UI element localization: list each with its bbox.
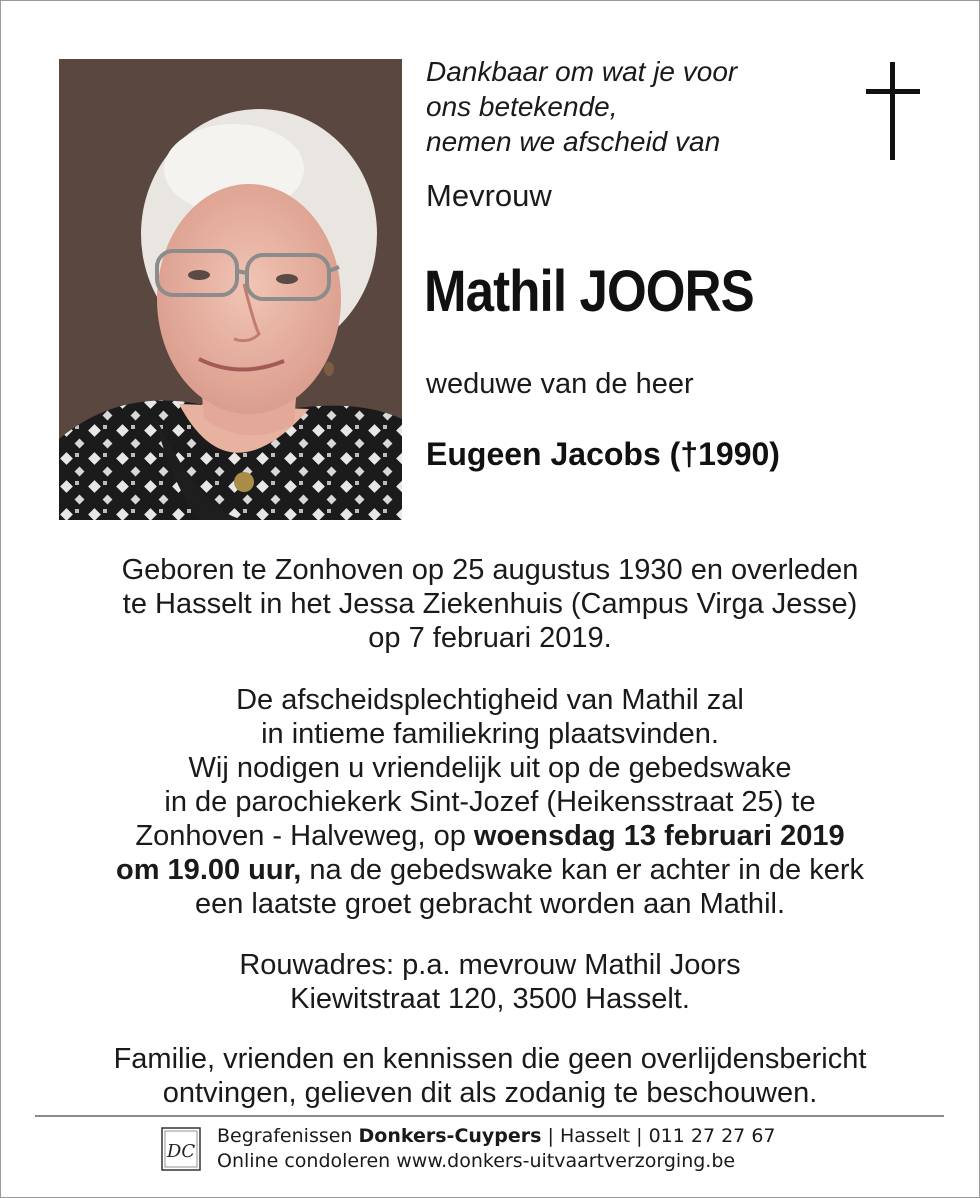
ceremony-paragraph (40, 683, 940, 921)
ceremony-place: Zonhoven - Halveweg, op (135, 820, 474, 852)
birth-death-paragraph (40, 553, 940, 655)
footer-text (217, 1124, 776, 1174)
deceased-title: Mevrouw (426, 178, 552, 213)
footer-company-line (217, 1124, 776, 1149)
notice-paragraph (40, 1042, 940, 1110)
paragraph-line (40, 853, 940, 887)
ceremony-date: woensdag 13 februari 2019 (473, 820, 845, 852)
relation-text: weduwe van de heer (426, 368, 694, 400)
paragraph-line (40, 819, 940, 853)
spouse-name: Eugeen Jacobs (†1990) (426, 436, 780, 472)
ceremony-time: om 19.00 uur, (116, 854, 302, 886)
footer-contact: | Hasselt | 011 27 27 67 (541, 1125, 776, 1147)
deceased-name: Mathil JOORS (424, 259, 754, 324)
footer-divider (35, 1115, 944, 1117)
footer-online-line: Online condoleren www.donkers-uitvaartverzorging.be (217, 1150, 736, 1172)
paragraph-line: ontvingen, gelieven dit als zodanig te beschouwen. (162, 1077, 818, 1109)
paragraph-line: in de parochiekerk Sint-Jozef (Heikensstraat 25) te (164, 786, 816, 818)
donkers-cuypers-logo (161, 1127, 201, 1171)
intro-line: nemen we afscheid van (426, 126, 721, 157)
paragraph-line: op 7 februari 2019. (368, 622, 612, 654)
intro-text (426, 54, 737, 159)
logo-mark: DC (166, 1141, 196, 1162)
paragraph-line: De afscheidsplechtigheid van Mathil zal (236, 684, 744, 716)
paragraph-line: Familie, vrienden en kennissen die geen overlijdensbericht (113, 1043, 867, 1075)
paragraph-line: een laatste groet gebracht worden aan Mathil. (194, 888, 786, 920)
paragraph-line: te Hasselt in het Jessa Ziekenhuis (Campus Virga Jesse) (122, 588, 858, 620)
paragraph-line: Kiewitstraat 120, 3500 Hasselt. (290, 983, 690, 1015)
paragraph-line: Wij nodigen u vriendelijk uit op de gebedswake (188, 752, 792, 784)
portrait-photo (59, 59, 402, 520)
paragraph-line: Rouwadres: p.a. mevrouw Mathil Joors (239, 949, 741, 981)
address-paragraph (40, 948, 940, 1016)
paragraph-line: in intieme familiekring plaatsvinden. (261, 718, 719, 750)
footer-company: Donkers-Cuypers (358, 1125, 542, 1147)
paragraph-line: Geboren te Zonhoven op 25 augustus 1930 en overleden (121, 554, 859, 586)
intro-line: ons betekende, (426, 91, 618, 122)
ceremony-note: na de gebedswake kan er achter in de kerk (301, 854, 864, 886)
cross-icon (862, 62, 924, 160)
intro-line: Dankbaar om wat je voor (426, 56, 738, 87)
footer-prefix: Begrafenissen (217, 1125, 359, 1147)
